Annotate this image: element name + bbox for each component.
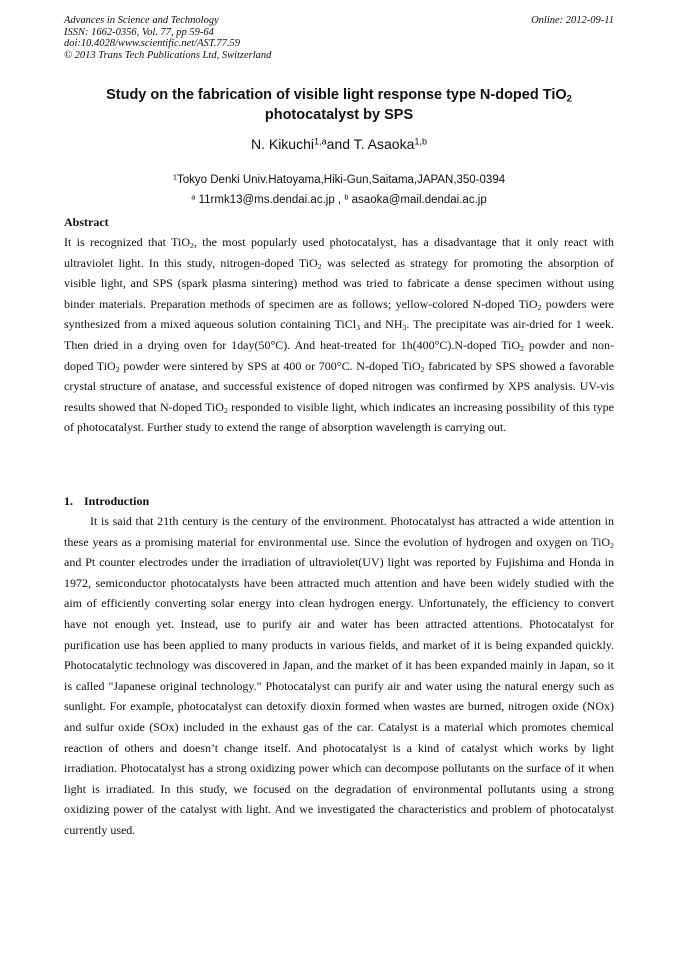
email-b: asaoka@mail.dendai.ac.jp <box>348 194 487 206</box>
abstract-heading: Abstract <box>64 215 109 229</box>
author-line: N. Kikuchi$^{1,a}$and T. Asaoka$^{1,b}$ <box>250 136 428 152</box>
section-number: 1. <box>64 494 73 508</box>
doi-line: doi:10.4028/www.scientific.net/AST.77.59 <box>64 38 241 49</box>
abstract-text: It is recognized that TiO$_2$, the most popularly used photocatalyst, has a disadvantage that it only react with ultraviolet light. In this study, nitrogen-doped TiO$_2$ was selected as strategy for promoting the absorption of visible light, and SPS (spark plasma sintering) method was tried to fabricate a dense specimen without using binder materials. Preparation methods of specimen are as follows; yellow-colored N-doped TiO$_2$ powders were synthesized from a mixed aqueous solution containing TiCl$_3$ and $NH_3$. The precipitate was air-dried for 1 week. Then dried in a drying oven for 1day(50°C). And heat-treated for 1h(400°C).N-doped TiO$_2$ powder and non-doped TiO$_2$ powder were sintered by SPS at 400 or 700°C. N-doped TiO$_2$ fabricated by SPS showed a favorable crystal structure of anatase, and successful existence of doped nitrogen was confirmed by XPS analysis. UV-vis results showed that N-doped TiO$_2$ responded to visible light, which indicates an increasing possibility of this type of photocatalyst. Further study to extend the range of absorption wavelength is carrying out. <box>64 235 615 435</box>
author-1: N. Kikuchi <box>250 136 314 152</box>
section-heading-introduction <box>64 491 149 511</box>
author-2: and T. Asaoka <box>326 136 415 152</box>
affiliation-emails: $^a$ 11rmk13@ms.dendai.ac.jp , $^b$ asaoka@mail.dendai.ac.jp <box>191 192 487 206</box>
introduction-text: It is said that 21th century is the century of the environment. Photocatalyst has attracted a wide attention in these years as a promising material for environmental use. Since the evolution of hydrogen and oxygen on TiO$_2$ and Pt counter electrodes under the irradiation of ultraviolet(UV) light was reported by Fujishima and Honda in 1972, semiconductor photocatalysts have been attracted much attention and have been widely studied with the aim of efficiently converting solar energy into clean hydrogen energy. Unfortunately, the efficiency to convert have not enough yet. Instead, use to purify air and water has been attracted attentions. Photocatalyst for purification use has been applied to many products in various fields, and market of it is being expanded quickly. Photocatalytic technology was discovered in Japan, and the market of it has been expanded mainly in Japan, so it is called "Japanese original technology." Photocatalyst can purify air and water using the natural energy such as sunlight. For example, photocatalyst can detoxify dioxin formed when wastes are burned, nitrogen oxide (NOx) and sulfur oxide (SOx) included in the exhaust gas of the car. Catalyst is a material which promotes chemical reaction of others and doesn’t change itself. And photocatalyst is a kind of catalyst which works by light irradiation. Photocatalyst has a strong oxidizing power which can decompose pollutants on the surface of it when light is irradiated. In this study, we focused on the degradation of environmental pollutants using a strong oxidizing power of the catalyst with light. And we investigated the characteristics and problem of photocatalyst currently used. <box>64 514 614 837</box>
online-date: Online: 2012-09-11 <box>531 15 614 26</box>
journal-name: Advances in Science and Technology <box>64 15 219 26</box>
paper-title: Study on the fabrication of visible light response type N-doped TiO$_2$ photocatalyst by SPS <box>106 87 572 123</box>
copyright-line: © 2013 Trans Tech Publications Ltd, Switzerland <box>64 49 272 61</box>
journal-header <box>64 15 394 61</box>
section-title: Introduction <box>84 494 150 508</box>
email-a: 11rmk13@ms.dendai.ac.jp , <box>195 194 345 206</box>
issn-line: ISSN: 1662-0356, Vol. 77, pp 59-64 <box>64 26 214 38</box>
affiliation-address: $^1$Tokyo Denki Univ.Hatoyama,Hiki-Gun,Saitama,JAPAN,350-0394 <box>172 172 506 186</box>
